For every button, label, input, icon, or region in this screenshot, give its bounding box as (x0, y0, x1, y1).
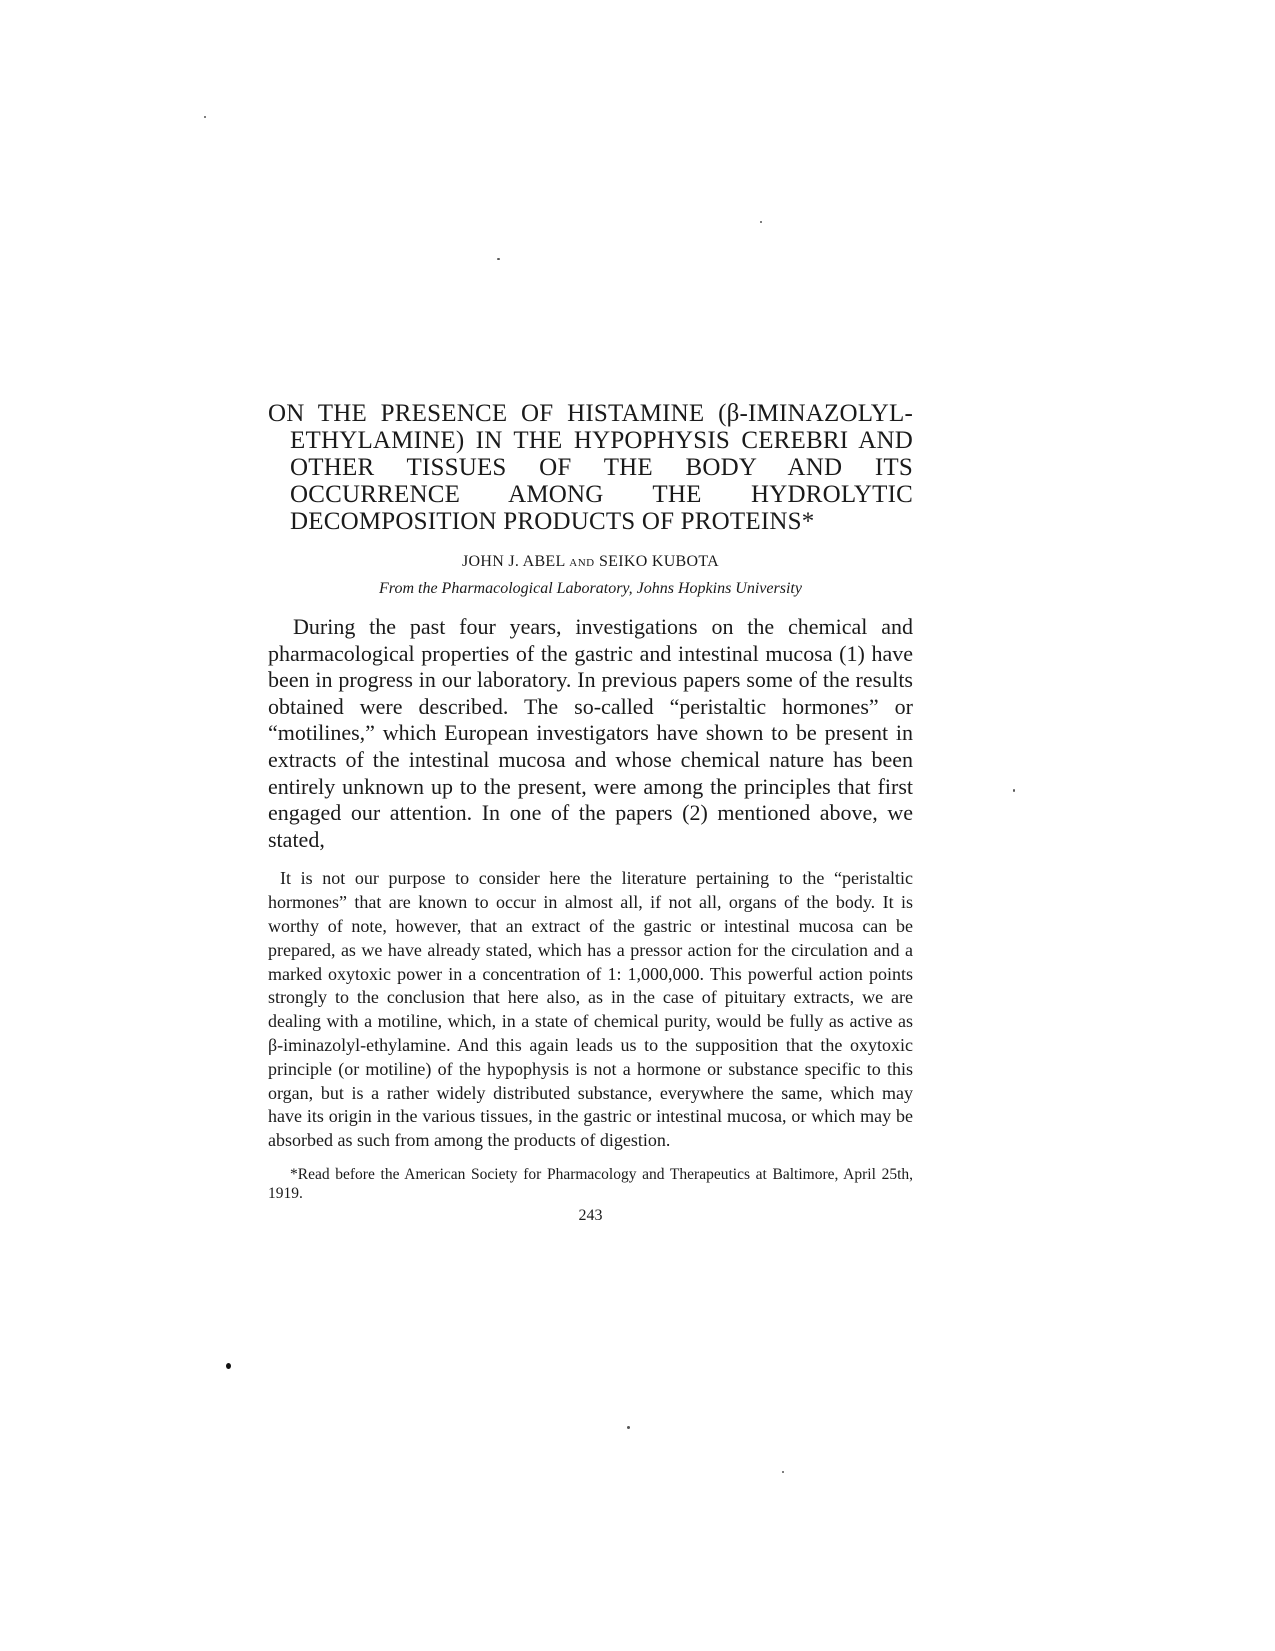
scan-speck (1013, 789, 1015, 792)
scan-speck (226, 1363, 231, 1369)
block-quote: It is not our purpose to consider here the literature pertaining to the “peristaltic hormones” that are known to occur in almost all, if not all, organs of the body. It is worthy of note, however, that an extract of the gastric or intestinal mucosa can be prepared, as we have already stated, which has a pressor action for the circulation and a marked oxytoxic power in a concentration of 1: 1,000,000. This powerful action points strongly to the conclusion that here also, as in the case of pituitary extracts, we are dealing with a motiline, which, in a state of chemical purity, would be fully as active as β-iminazolyl-ethylamine. And this again leads us to the supposition that the oxytoxic principle (or motiline) of the hypophysis is not a hormone or substance specific to this organ, but is a rather widely distributed substance, everywhere the same, which may have its origin in the various tissues, in the gastric or intestinal mucosa, or which may be absorbed as such from among the products of digestion. (268, 868, 913, 1151)
author-line (268, 553, 913, 571)
body-paragraph: During the past four years, investigations on the chemical and pharmacological properties of the gastric and intestinal mucosa (1) have been in progress in our laboratory. In previous papers some of the results obtained were described. The so-called “peristaltic hormones” or “motilines,” which European investigators have shown to be present in extracts of the intestinal mucosa and whose chemical nature has been entirely unknown up to the present, were among the principles that first engaged our attention. In one of the papers (2) mentioned above, we stated, (268, 614, 913, 852)
author-kubota: SEIKO KUBOTA (598, 553, 720, 570)
article-column (268, 400, 913, 1225)
scan-speck (497, 258, 500, 260)
scan-speck (204, 116, 206, 118)
scan-speck (760, 221, 762, 223)
scan-speck (627, 1426, 630, 1429)
affiliation: From the Pharmacological Laboratory, Johns Hopkins University (379, 580, 802, 597)
article-title: ON THE PRESENCE OF HISTAMINE (β-IMINAZOLYL-ETHYLAMINE) IN THE HYPOPHYSIS CEREBRI AND OTHER TISSUES OF THE BODY AND ITS OCCURRENCE AMONG THE HYDROLYTIC DECOMPOSITION PRODUCTS OF PROTEINS* (268, 400, 913, 535)
author-joiner: AND (569, 557, 595, 569)
scan-speck (782, 1471, 784, 1473)
footnote: *Read before the American Society for Pharmacology and Therapeutics at Baltimore, April 25th, 1919. (268, 1165, 913, 1202)
page-number: 243 (578, 1206, 603, 1224)
author-abel: JOHN J. ABEL (461, 553, 565, 570)
